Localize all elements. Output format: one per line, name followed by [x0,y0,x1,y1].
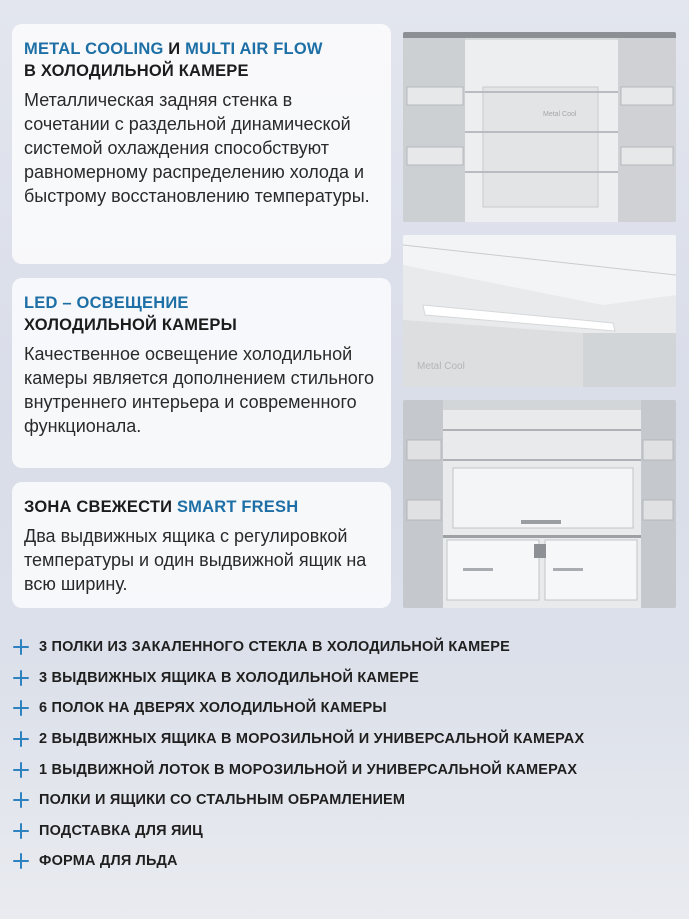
card-heading [24,496,379,518]
heading-accent: LED – ОСВЕЩЕНИЕ [24,294,189,312]
plus-icon [12,852,30,870]
feature-list [12,632,682,877]
plus-icon [12,761,30,779]
plus-icon [12,791,30,809]
plus-icon [12,669,30,687]
plus-icon [12,730,30,748]
card-body-text: Металлическая задняя стенка в сочетании с раздельной динамической системой охлаждения способствуют равномерному распределению холода и быстрому восстановлению температуры. [24,90,370,206]
feature-text: ПОДСТАВКА ДЛЯ ЯИЦ [39,822,203,839]
heading-accent: MULTI AIR FLOW [185,40,323,58]
led-lighting-photo [403,235,676,387]
metal-cool-label: Metal Cool [417,361,465,372]
heading-line: В ХОЛОДИЛЬНОЙ КАМЕРЕ [24,62,249,80]
feature-text: 3 ПОЛКИ ИЗ ЗАКАЛЕННОГО СТЕКЛА В ХОЛОДИЛЬНОЙ КАМЕРЕ [39,639,510,656]
plus-icon [12,638,30,656]
list-item [12,724,682,755]
heading-conj: И [163,40,186,58]
card-body-text: Два выдвижных ящика с регулировкой температуры и один выдвижной ящик на всю ширину. [24,526,367,594]
feature-text: ПОЛКИ И ЯЩИКИ СО СТАЛЬНЫМ ОБРАМЛЕНИЕМ [39,792,406,809]
smart-fresh-photo [403,400,676,608]
fridge-interior-photo [403,32,676,222]
heading-accent: SMART FRESH [176,498,299,516]
plus-icon [12,822,30,840]
list-item [12,785,682,816]
list-item [12,693,682,724]
card-heading [24,38,379,82]
list-item [12,754,682,785]
list-item [12,816,682,847]
metal-cool-label: Metal Cool [543,111,577,118]
card-heading [24,292,379,336]
feature-text: 1 ВЫДВИЖНОЙ ЛОТОК В МОРОЗИЛЬНОЙ И УНИВЕРСАЛЬНОЙ КАМЕРАХ [39,761,578,778]
heading-accent: METAL COOLING [24,40,164,58]
led-lighting-card [12,278,391,468]
feature-text: 6 ПОЛОК НА ДВЕРЯХ ХОЛОДИЛЬНОЙ КАМЕРЫ [39,700,387,717]
card-body-text: Качественное освещение холодильной камеры является дополнением стильного внутреннего интерьера и современного функционала. [24,344,374,436]
list-item [12,632,682,663]
heading-line: ХОЛОДИЛЬНОЙ КАМЕРЫ [24,316,237,334]
smart-fresh-card [12,482,391,608]
feature-text: ФОРМА ДЛЯ ЛЬДА [39,853,178,870]
list-item [12,846,682,877]
feature-text: 2 ВЫДВИЖНЫХ ЯЩИКА В МОРОЗИЛЬНОЙ И УНИВЕРСАЛЬНОЙ КАМЕРАХ [39,731,585,748]
plus-icon [12,699,30,717]
feature-text: 3 ВЫДВИЖНЫХ ЯЩИКА В ХОЛОДИЛЬНОЙ КАМЕРЕ [39,669,419,686]
heading-plain: ЗОНА СВЕЖЕСТИ [24,498,177,516]
list-item [12,663,682,694]
metal-cooling-card [12,24,391,264]
